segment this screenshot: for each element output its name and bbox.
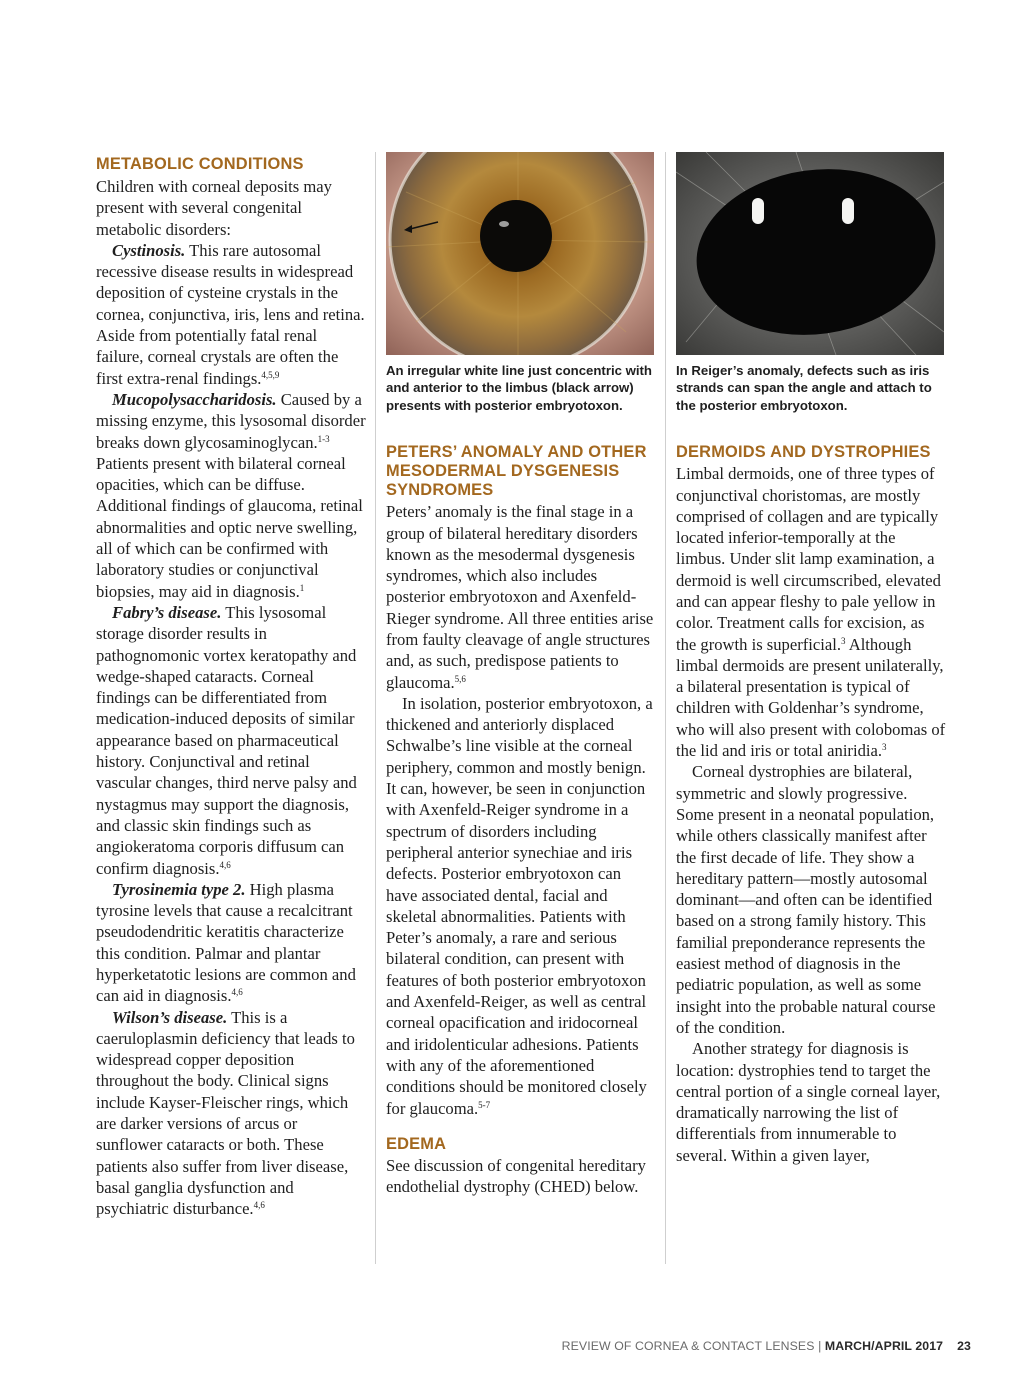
- citation: 4,6: [253, 1200, 265, 1211]
- eye-photo-embryotoxon: [386, 152, 654, 355]
- section-heading-metabolic: METABOLIC CONDITIONS: [96, 155, 304, 173]
- term-cystinosis: Cystinosis.: [112, 240, 186, 260]
- text-cystinosis: This rare autosomal recessive disease results in widespread deposition of cysteine crystals in the cornea, conjunctiva, iris, lens and retina. Aside from potentially fatal renal failure, corneal crystals are often the first extra-renal findings.: [96, 240, 365, 388]
- paragraph-fabry: [96, 602, 366, 879]
- citation: 5-7: [478, 1099, 491, 1110]
- term-mps: Mucopolysaccharidosis.: [112, 389, 277, 409]
- text-tyrosinemia: High plasma tyrosine levels that cause a recalcitrant pseudodendritic keratitis characterize this condition. Palmar and plantar hyperketatotic lesions are common and can aid in diagnosis.: [96, 879, 356, 1006]
- eye-photo-reiger: [676, 152, 944, 355]
- page-number: 23: [957, 1339, 971, 1353]
- photo-caption: An irregular white line just concentric with and anterior to the limbus (black arrow) presents with posterior embryotoxon.: [386, 363, 652, 413]
- column-middle: [386, 152, 656, 1197]
- text-dermoids-1: Limbal dermoids, one of three types of conjunctival choristomas, are mostly comprised of collagen and are typically located inferior-temporally at the limbus. Under slit lamp examination, a dermoid is well circumscribed, elevated and can appear fleshy to pale yellow in color. Treatment calls for excision, as the growth is superficial.: [676, 464, 941, 654]
- citation: 1-3: [317, 433, 330, 444]
- footer-separator: |: [814, 1339, 825, 1353]
- citation: 3: [840, 635, 846, 646]
- text-mps-1: Caused by a missing enzyme, this lysosomal disorder breaks down glycosaminoglycan.: [96, 389, 366, 452]
- text-fabry: This lysosomal storage disorder results in pathognomonic vortex keratopathy and wedge-shaped cataracts. Corneal findings can be differentiated from medication-induced deposits of similar appearance based on pharmaceutical history. Conjunctival and retinal vascular changes, third nerve palsy and nystagmus may support the diagnosis, and classic skin findings such as angiokeratoma corporis diffusum can confirm diagnosis.: [96, 602, 357, 878]
- paragraph-tyrosinemia: [96, 879, 366, 1007]
- eye-image: [676, 152, 944, 355]
- citation: 1: [299, 582, 305, 593]
- paragraph-peters-1: [386, 501, 656, 693]
- citation: 5,6: [454, 673, 466, 684]
- citation: 3: [882, 742, 887, 753]
- paragraph-dystrophies-2: Another strategy for diagnosis is location: dystrophies tend to target the central portion of a single corneal layer, dramatically narrowing the list of differentials from innumerable to several. Within a given layer,: [676, 1039, 941, 1165]
- term-wilson: Wilson’s disease.: [112, 1007, 228, 1027]
- section-heading-peters: PETERS’ ANOMALY AND OTHER MESODERMAL DYSGENESIS SYNDROMES: [386, 443, 647, 500]
- section-heading-edema: EDEMA: [386, 1134, 447, 1153]
- photo-caption: In Reiger’s anomaly, defects such as iris strands can span the angle and attach to the posterior embryotoxon.: [676, 363, 932, 413]
- text-peters-1: Peters’ anomaly is the final stage in a group of bilateral hereditary disorders known as the mesodermal dysgenesis syndromes, which also includes posterior embryotoxon and Axenfeld-Rieger syndrome. All three entities arise from faulty cleavage of angle structures and, as such, predispose patients to glaucoma.: [386, 502, 654, 692]
- eye-image: [386, 152, 654, 355]
- text-mps-2: Patients present with bilateral corneal opacities, which can be diffuse. Additional findings of glaucoma, retinal abnormalities and optic nerve swelling, all of which can be confirmed with laboratory studies or conjunctival biopsies, may aid in diagnosis.: [96, 453, 363, 601]
- text-peters-2: In isolation, posterior embryotoxon, a thickened and anteriorly displaced Schwalbe’s line visible at the corneal periphery, common and mostly benign. It can, however, be seen in conjunction with Axenfeld-Reiger syndrome in a spectrum of disorders including peripheral anterior synechiae and iris defects. Posterior embryotoxon can have associated dental, facial and skeletal abnormalities. Patients with Peter’s anomaly, a rare and serious bilateral condition, can present with features of both posterior embryotoxon and Axenfeld-Reiger, as well as central corneal opacification and iridocorneal and iridolenticular adhesions. Patients with any of the aforementioned conditions should be monitored closely for glaucoma.: [386, 693, 653, 1118]
- issue-date: MARCH/APRIL 2017: [824, 1339, 944, 1353]
- column-divider: [375, 152, 376, 1264]
- term-fabry: Fabry’s disease.: [112, 602, 222, 622]
- column-right: [676, 152, 946, 1166]
- paragraph-peters-2: [386, 693, 656, 1119]
- paragraph-dystrophies-1: Corneal dystrophies are bilateral, symmetric and slowly progressive. Some present in a neonatal population, while others classically manifest after the first decade of life. They show a hereditary pattern—mostly autosomal dominant—and often can be identified based on a strong family history. This familial preponderance represents the easiest method of diagnosis in the pediatric population, as well as some insight into the probable natural course of the condition.: [676, 762, 936, 1037]
- paragraph-intro: Children with corneal deposits may present with several congenital metabolic disorders:: [96, 177, 332, 239]
- page-footer: [562, 1339, 971, 1353]
- paragraph-wilson: [96, 1007, 366, 1220]
- term-tyrosinemia: Tyrosinemia type 2.: [112, 879, 246, 899]
- paragraph-dermoids-1: [676, 463, 946, 761]
- section-heading-dermoids: DERMOIDS AND DYSTROPHIES: [676, 443, 931, 462]
- paragraph-mps: [96, 389, 366, 602]
- paragraph-edema: See discussion of congenital hereditary endothelial dystrophy (CHED) below.: [386, 1155, 646, 1197]
- paragraph-cystinosis: [96, 240, 366, 389]
- text-dermoids-1b: Although limbal dermoids are present unilaterally, a bilateral presentation is typical of children with Goldenhar’s syndrome, who will also present with colobomas of the lid and iris or total aniridia.: [676, 634, 946, 761]
- column-left: [96, 152, 366, 1220]
- citation: 4,6: [219, 859, 231, 870]
- journal-name: REVIEW OF CORNEA & CONTACT LENSES: [561, 1339, 815, 1353]
- column-divider: [665, 152, 666, 1264]
- citation: 4,5,9: [261, 369, 280, 380]
- text-wilson: This is a caeruloplasmin deficiency that leads to widespread copper deposition throughout the body. Clinical signs include Kayser-Fleischer rings, which are darker versions of arcus or sunflower cataracts or both. These patients also suffer from liver disease, basal ganglia dysfunction and psychiatric disturbance.: [96, 1007, 355, 1219]
- citation: 4,6: [231, 987, 243, 998]
